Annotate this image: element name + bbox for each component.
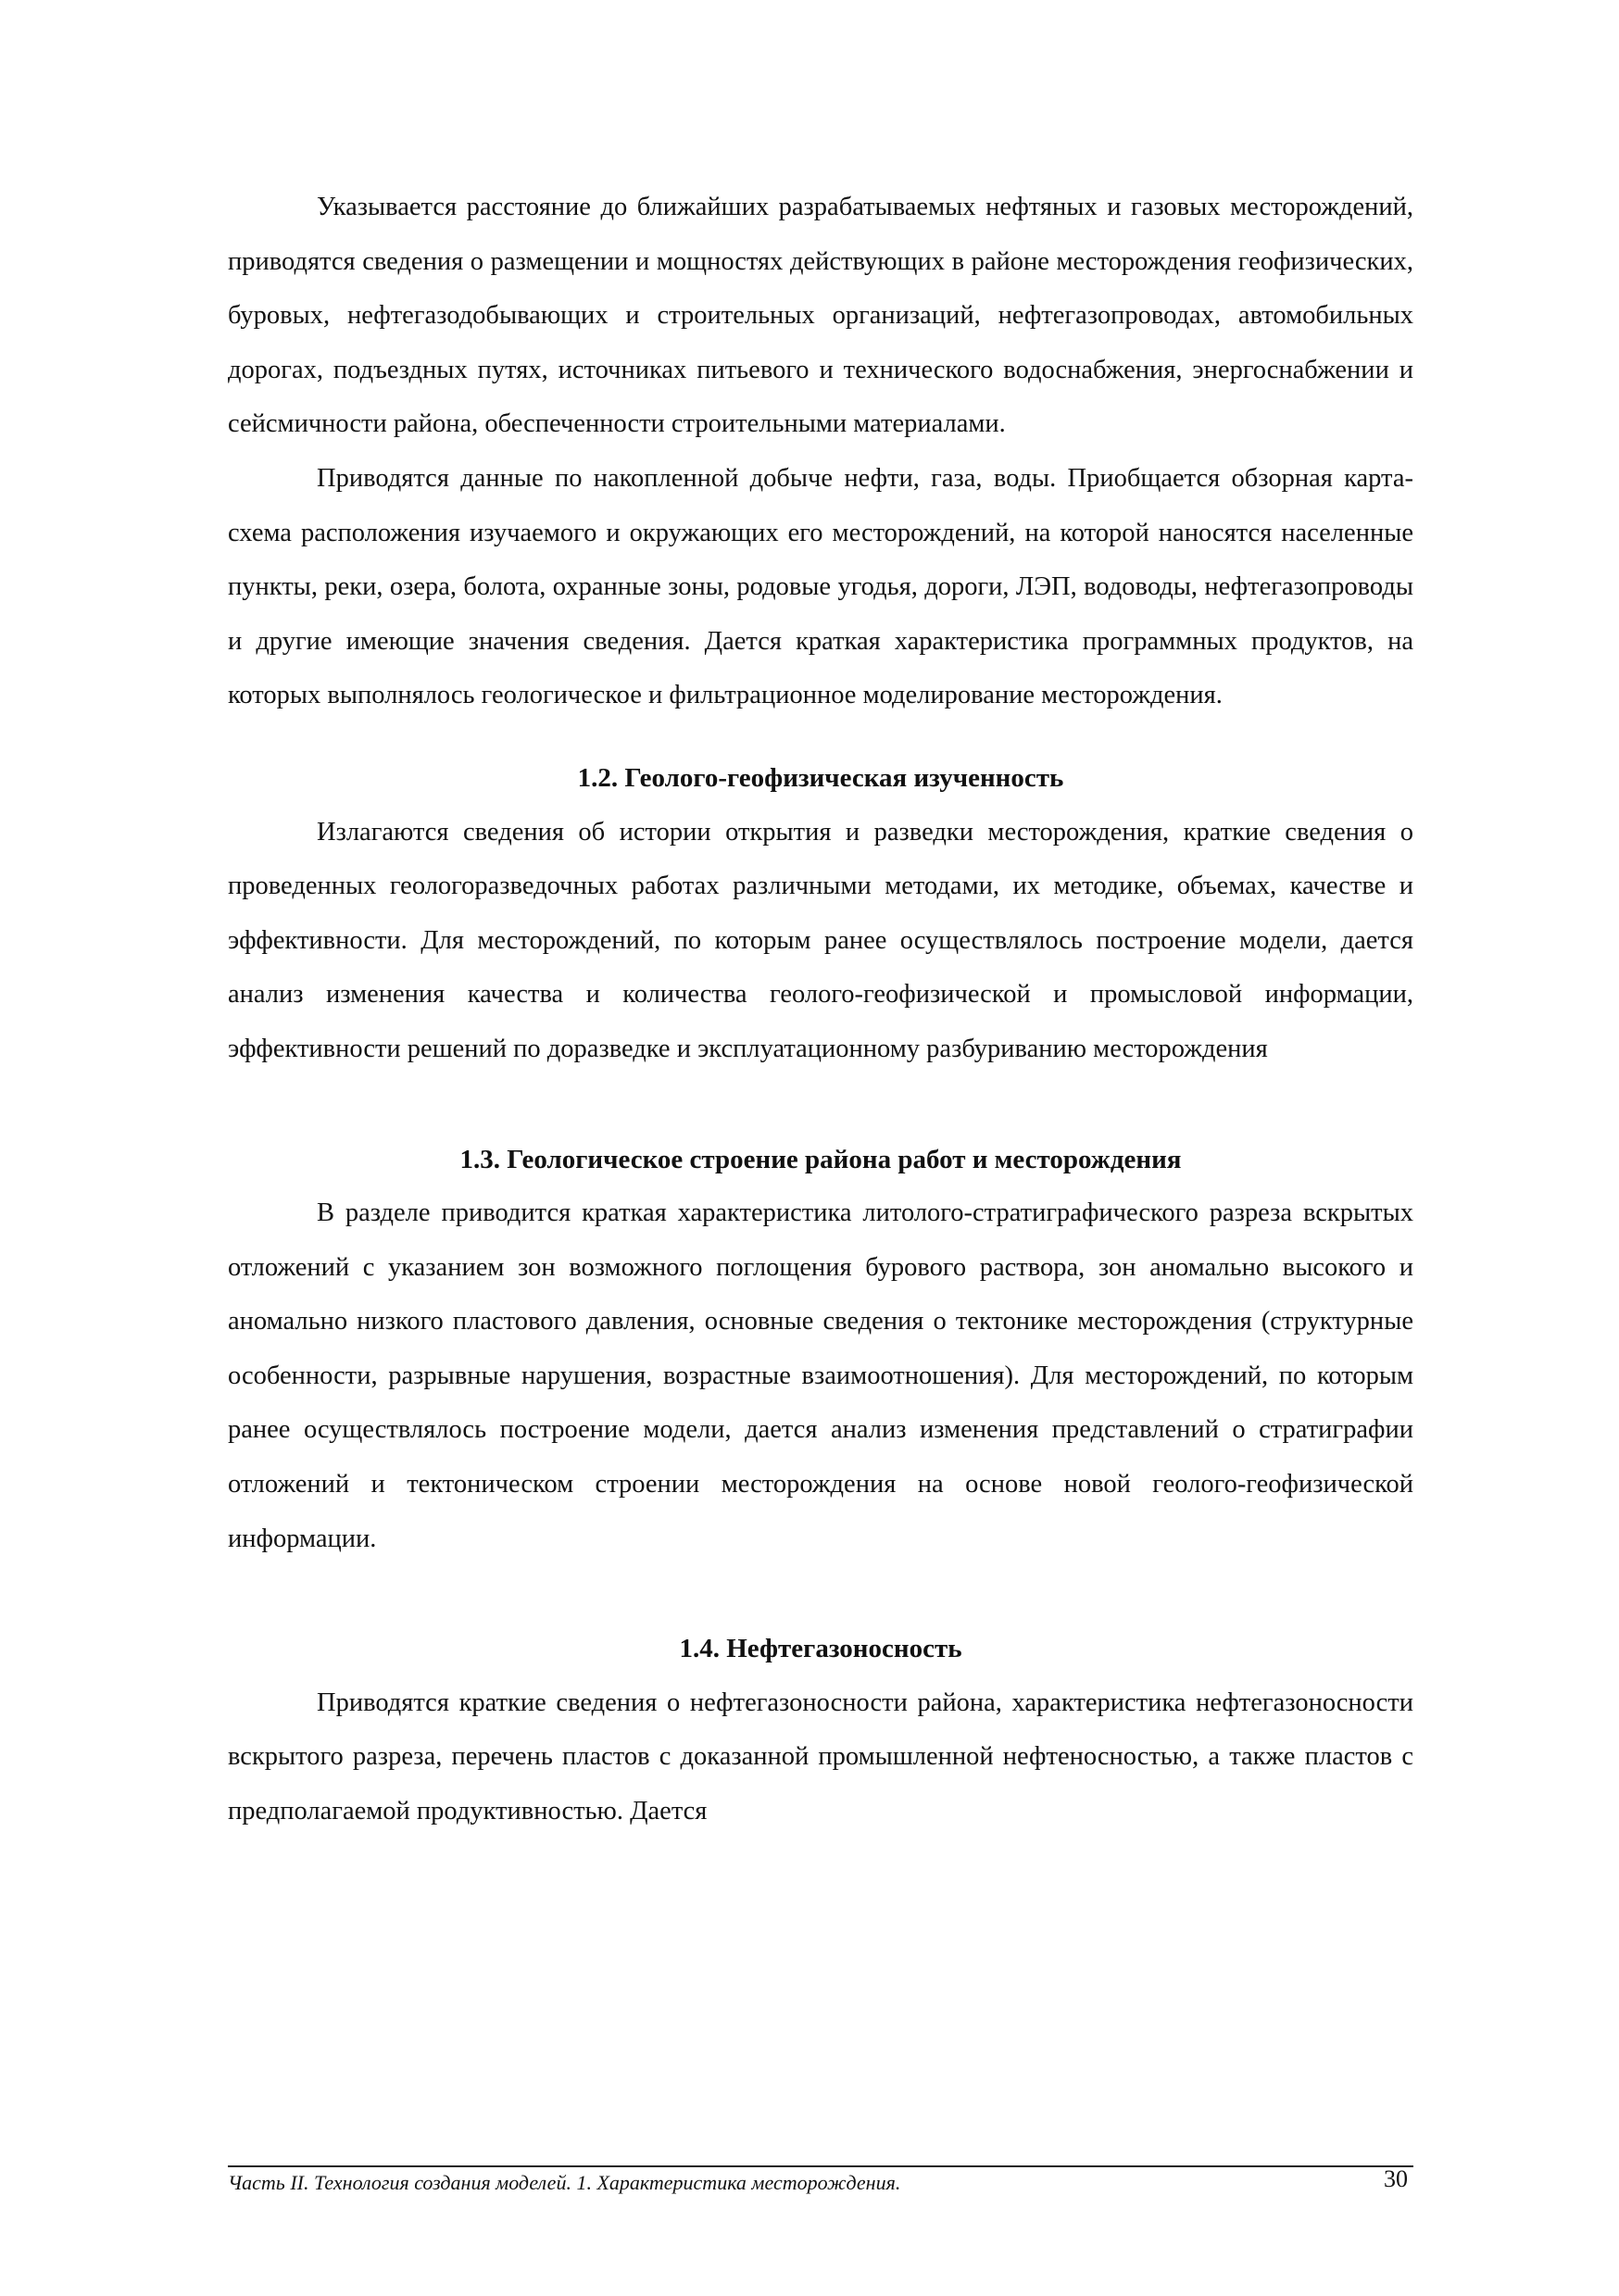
paragraph-oil-gas-content: Приводятся краткие сведения о нефтегазоносности района, характеристика нефтегазоносности вскрытого разреза, перечень пластов с доказанной промышленной нефтеносностью, а также пластов с предполагаемой продуктивностью. Дается: [228, 1687, 1413, 1826]
paragraph-exploration-history: Излагаются сведения об истории открытия и разведки месторождения, краткие сведения о проведенных геологоразведочных работах различными методами, их методике, объемах, качестве и эффективности. Для месторождений, по которым ранее осуществлялось построение модели, дается анализ изменения качества и количества геолого-геофизической и промысловой информации, эффективности решений по доразведке и эксплуатационному разбуриванию месторождения: [228, 817, 1413, 1063]
section-heading-1-3: 1.3. Геологическое строение района работ и месторождения: [459, 1144, 1182, 1174]
paragraph-production-data: Приводятся данные по накопленной добыче нефти, газа, воды. Приобщается обзорная карта-схема расположения изучаемого и окружающих его месторождений, на которой наносятся населенные пункты, реки, озера, болота, охранные зоны, родовые угодья, дороги, ЛЭП, водоводы, нефтегазопроводы и другие имеющие значения сведения. Дается краткая характеристика программных продуктов, на которых выполнялось геологическое и фильтрационное моделирование месторождения.: [228, 463, 1413, 710]
page-footer: [228, 2165, 1413, 2195]
paragraph-geological-structure: В разделе приводится краткая характеристика литолого-стратиграфического разреза вскрытых отложений с указанием зон возможного поглощения бурового раствора, зон аномально высокого и аномально низкого пластового давления, основные сведения о тектонике месторождения (структурные особенности, разрывные нарушения, возрастные взаимоотношения). Для месторождений, по которым ранее осуществлялось построение модели, дается анализ изменения представлений о стратиграфии отложений и тектоническом строении месторождения на основе новой геолого-геофизической информации.: [228, 1198, 1413, 1553]
paragraph-location-info: Указывается расстояние до ближайших разрабатываемых нефтяных и газовых месторождений, приводятся сведения о размещении и мощностях действующих в районе месторождения геофизических, буровых, нефтегазодобывающих и строительных организаций, нефтегазопроводах, автомобильных дорогах, подъездных путях, источниках питьевого и технического водоснабжения, энергоснабжении и сейсмичности района, обеспеченности строительными материалами.: [228, 193, 1413, 439]
page-number: 30: [1384, 2165, 1408, 2192]
footer-caption: Часть II. Технология создания моделей. 1. Характеристика месторождения.: [228, 2171, 901, 2194]
page-body: [228, 181, 1413, 1839]
section-heading-1-2: 1.2. Геолого-геофизическая изученность: [577, 762, 1064, 793]
section-heading-1-4: 1.4. Нефтегазоносность: [679, 1634, 962, 1664]
